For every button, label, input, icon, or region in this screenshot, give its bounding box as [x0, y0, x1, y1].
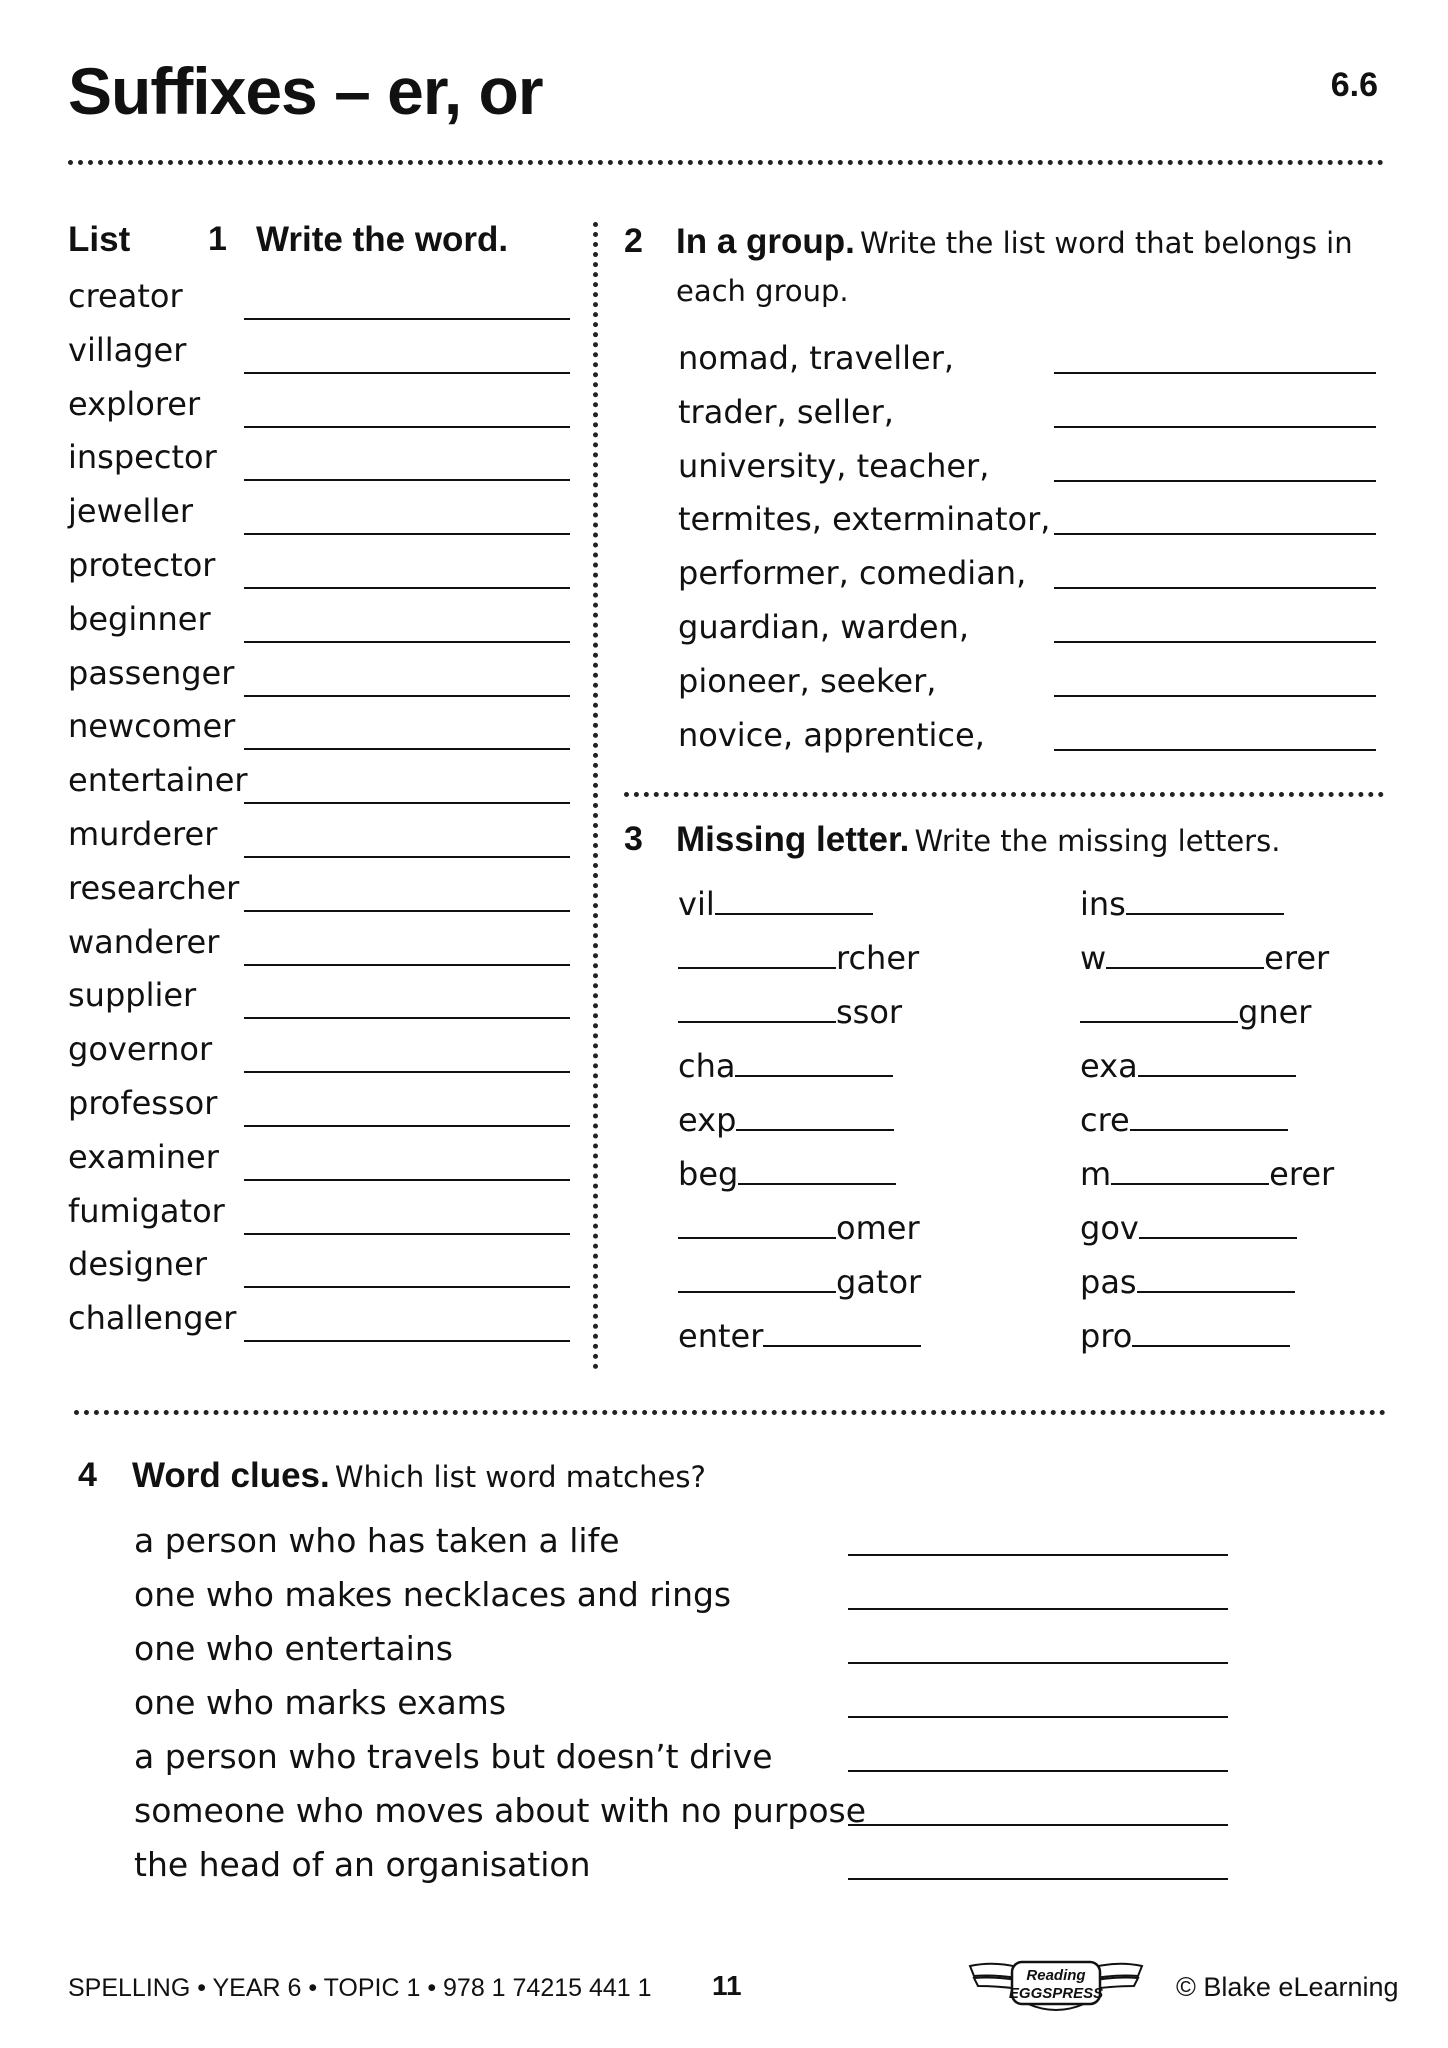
word-prefix: pas [1080, 1263, 1137, 1301]
clue-answer-line[interactable] [848, 1770, 1228, 1772]
section-3-instruction: Write the missing letters. [914, 824, 1281, 858]
section-2-instruction: Write the list word that belongs in [859, 226, 1353, 260]
missing-letters-blank[interactable] [1126, 889, 1284, 915]
missing-letters-blank[interactable] [735, 1051, 893, 1077]
missing-letter-item [1080, 1047, 1296, 1085]
page-number: 11 [712, 1970, 742, 2001]
group-answer-line[interactable] [1054, 480, 1376, 482]
word-clue: one who marks exams [134, 1683, 507, 1722]
section-divider [624, 792, 1384, 797]
group-clue: trader, seller, [678, 392, 894, 431]
missing-letters-blank[interactable] [1132, 1321, 1290, 1347]
list-word: examiner [68, 1137, 219, 1176]
missing-letter-item [678, 1155, 896, 1193]
missing-letter-item [1080, 885, 1284, 923]
missing-letters-blank[interactable] [1138, 1051, 1296, 1077]
list-word: creator [68, 277, 183, 315]
write-word-line[interactable] [244, 1340, 570, 1342]
write-word-line[interactable] [244, 641, 570, 643]
word-clue: one who entertains [134, 1629, 453, 1668]
word-prefix: exa [1080, 1047, 1138, 1085]
word-prefix: exp [678, 1101, 737, 1139]
footer-series: SPELLING • YEAR 6 • TOPIC 1 • 978 1 74215 441 1 [68, 1974, 652, 2002]
word-prefix: enter [678, 1317, 764, 1355]
write-word-line[interactable] [244, 318, 570, 320]
list-word: researcher [68, 868, 240, 907]
word-prefix: cre [1080, 1101, 1130, 1139]
section-2-heading: In a group. [676, 222, 855, 261]
missing-letter-item [678, 1101, 894, 1139]
missing-letter-item [1080, 939, 1330, 977]
missing-letters-blank[interactable] [678, 1213, 836, 1239]
word-suffix: erer [1269, 1155, 1335, 1193]
section-1-heading: Write the word. [256, 220, 509, 259]
write-word-line[interactable] [244, 1286, 570, 1288]
section-2-number: 2 [624, 222, 643, 260]
word-prefix: vil [678, 885, 715, 923]
clue-answer-line[interactable] [848, 1608, 1228, 1610]
missing-letter-item [678, 1263, 922, 1301]
clue-answer-line[interactable] [848, 1554, 1228, 1556]
missing-letters-blank[interactable] [1111, 1159, 1269, 1185]
list-word: newcomer [68, 707, 236, 746]
missing-letters-blank[interactable] [1137, 1267, 1295, 1293]
list-word: wanderer [68, 922, 220, 961]
list-word: supplier [68, 976, 197, 1015]
section-4-instruction: Which list word matches? [334, 1460, 706, 1494]
list-word: beginner [68, 599, 211, 638]
write-word-line[interactable] [244, 426, 570, 428]
write-word-line[interactable] [244, 856, 570, 858]
header-divider [68, 160, 1384, 165]
write-word-line[interactable] [244, 910, 570, 912]
word-suffix: gator [836, 1263, 922, 1301]
write-word-line[interactable] [244, 695, 570, 697]
list-word: villager [68, 330, 187, 369]
missing-letters-blank[interactable] [678, 997, 836, 1023]
group-answer-line[interactable] [1054, 587, 1376, 589]
svg-text:Reading: Reading [1026, 1967, 1086, 1984]
write-word-line[interactable] [244, 748, 570, 750]
section-1-number: 1 [208, 220, 227, 258]
section-4-heading: Word clues. [132, 1456, 330, 1495]
write-word-line[interactable] [244, 479, 570, 481]
word-suffix: ssor [836, 993, 903, 1031]
list-word: challenger [68, 1299, 237, 1338]
word-prefix: w [1080, 939, 1107, 977]
wings-logo-icon [968, 1956, 1144, 2018]
word-suffix: erer [1264, 939, 1330, 977]
group-answer-line[interactable] [1054, 749, 1376, 751]
clue-answer-line[interactable] [848, 1716, 1228, 1718]
missing-letters-blank[interactable] [1139, 1213, 1297, 1239]
write-word-line[interactable] [244, 1071, 570, 1073]
clue-answer-line[interactable] [848, 1662, 1228, 1664]
group-clue: novice, apprentice, [678, 715, 985, 754]
missing-letters-blank[interactable] [715, 889, 873, 915]
clue-answer-line[interactable] [848, 1878, 1228, 1880]
missing-letters-blank[interactable] [1080, 997, 1238, 1023]
missing-letter-item [678, 939, 920, 977]
group-clue: termites, exterminator, [678, 500, 1051, 539]
word-prefix: ins [1080, 885, 1126, 923]
missing-letter-item [678, 1209, 920, 1247]
write-word-line[interactable] [244, 533, 570, 535]
list-word: entertainer [68, 761, 248, 800]
write-word-line[interactable] [244, 1017, 570, 1019]
clue-answer-line[interactable] [848, 1824, 1228, 1826]
word-clue: a person who has taken a life [134, 1521, 620, 1560]
page-title: Suffixes – er, or [68, 54, 543, 128]
missing-letters-blank[interactable] [738, 1159, 896, 1185]
group-clue: university, teacher, [678, 446, 990, 485]
section-4-number: 4 [78, 1456, 97, 1494]
missing-letters-blank[interactable] [678, 943, 836, 969]
word-clue: one who makes necklaces and rings [134, 1575, 732, 1614]
list-word: murderer [68, 815, 218, 853]
word-prefix: beg [678, 1155, 739, 1193]
list-word: explorer [68, 384, 201, 423]
write-word-line[interactable] [244, 1179, 570, 1181]
missing-letter-item [1080, 1263, 1295, 1301]
list-word: designer [68, 1245, 207, 1284]
group-answer-line[interactable] [1054, 695, 1376, 697]
list-word: professor [68, 1084, 218, 1122]
column-divider [593, 222, 598, 1370]
write-word-line[interactable] [244, 372, 570, 374]
word-suffix: rcher [836, 939, 920, 977]
copyright: © Blake eLearning [1176, 1972, 1399, 2002]
write-word-line[interactable] [244, 964, 570, 966]
write-word-line[interactable] [244, 802, 570, 804]
group-clue: performer, comedian, [678, 554, 1027, 593]
word-clue: the head of an organisation [134, 1845, 591, 1884]
word-clue: someone who moves about with no purpose [134, 1791, 867, 1830]
list-word: governor [68, 1030, 213, 1069]
missing-letter-item [678, 885, 873, 923]
missing-letters-blank[interactable] [736, 1105, 894, 1131]
word-suffix: gner [1238, 993, 1312, 1031]
missing-letter-item [1080, 1317, 1290, 1355]
missing-letter-item [1080, 1101, 1288, 1139]
list-word: jeweller [68, 492, 194, 531]
group-answer-line[interactable] [1054, 426, 1376, 428]
write-word-line[interactable] [244, 587, 570, 589]
list-word: passenger [68, 653, 235, 692]
word-suffix: omer [836, 1209, 920, 1247]
missing-letters-blank[interactable] [763, 1321, 921, 1347]
missing-letter-item [678, 993, 903, 1031]
missing-letter-item [1080, 1155, 1335, 1193]
activity-code: 6.6 [1330, 66, 1378, 104]
word-prefix: cha [678, 1047, 736, 1085]
list-word: inspector [68, 438, 217, 477]
write-word-line[interactable] [244, 1233, 570, 1235]
section-3-heading: Missing letter. [676, 820, 910, 859]
group-answer-line[interactable] [1054, 372, 1376, 374]
missing-letter-item [1080, 1209, 1297, 1247]
section-2-instruction-cont: each group. [676, 274, 849, 308]
group-answer-line[interactable] [1054, 533, 1376, 535]
word-clue: a person who travels but doesn’t drive [134, 1737, 773, 1776]
section-3-number: 3 [624, 820, 643, 858]
missing-letter-item [678, 1317, 921, 1355]
group-clue: pioneer, seeker, [678, 661, 937, 700]
missing-letter-item [1080, 993, 1312, 1031]
group-answer-line[interactable] [1054, 641, 1376, 643]
missing-letters-blank[interactable] [678, 1267, 836, 1293]
reading-eggspress-logo [968, 1956, 1144, 2018]
word-prefix: gov [1080, 1209, 1139, 1247]
list-label: List [68, 220, 131, 259]
word-prefix: pro [1080, 1317, 1133, 1355]
group-clue: guardian, warden, [678, 608, 970, 646]
list-word: protector [68, 546, 216, 584]
missing-letters-blank[interactable] [1130, 1105, 1288, 1131]
write-word-line[interactable] [244, 1125, 570, 1127]
group-clue: nomad, traveller, [678, 339, 955, 377]
section-divider-2 [74, 1410, 1386, 1415]
list-word: fumigator [68, 1191, 225, 1230]
missing-letters-blank[interactable] [1106, 943, 1264, 969]
missing-letter-item [678, 1047, 893, 1085]
svg-text:EGGSPRESS: EGGSPRESS [1008, 1985, 1104, 2002]
word-prefix: m [1080, 1155, 1112, 1193]
